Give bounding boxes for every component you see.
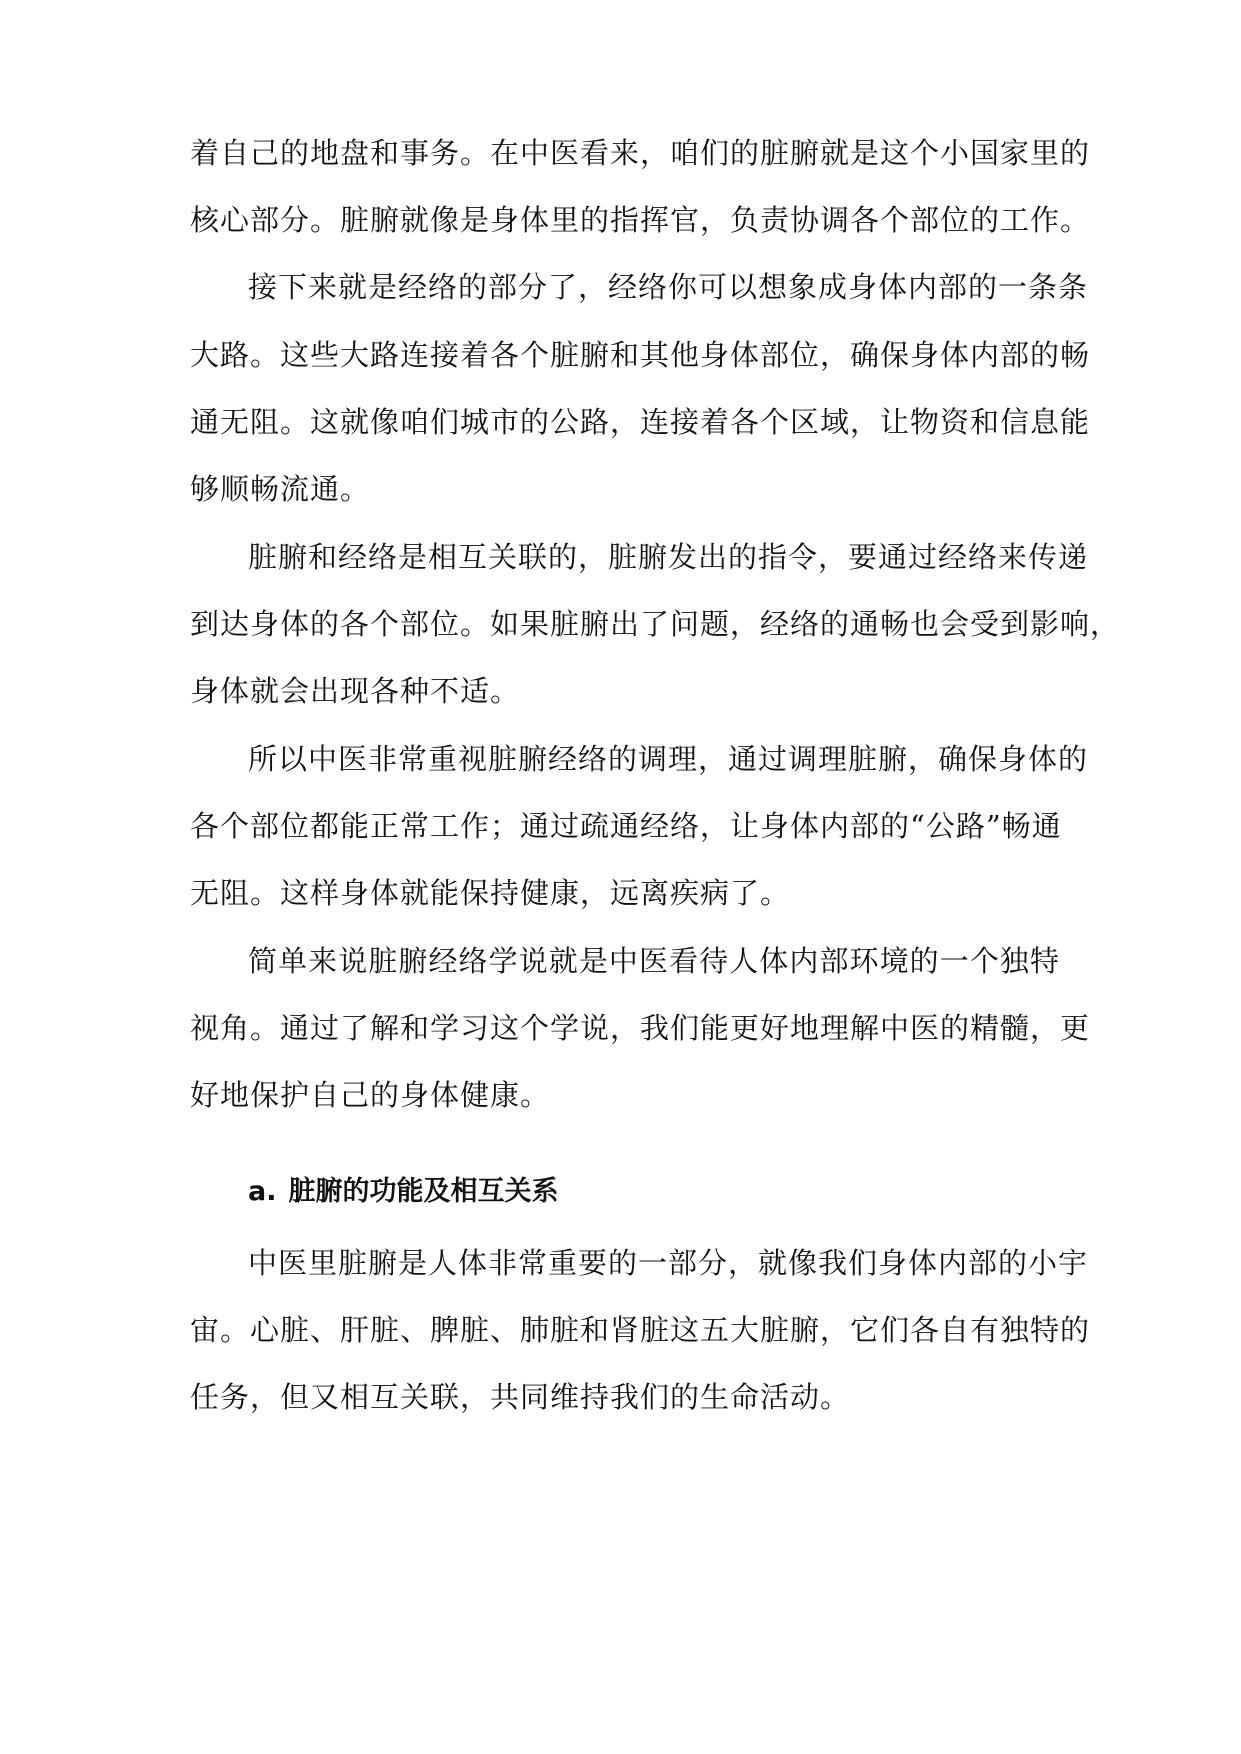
- paragraph-line: 所以中医非常重视脏腑经络的调理，通过调理脏腑，确保身体的: [248, 742, 1089, 776]
- paragraph-line: 着自己的地盘和事务。在中医看来，咱们的脏腑就是这个小国家里的: [190, 136, 1091, 170]
- paragraph-line: 到达身体的各个部位。如果脏腑出了问题，经络的通畅也会受到影响，: [190, 607, 1121, 641]
- paragraph-line: 好地保护自己的身体健康。: [190, 1078, 551, 1112]
- section-heading-text: 脏腑的功能及相互关系: [288, 1176, 559, 1207]
- paragraph-line: 各个部位都能正常工作；通过疏通经络，让身体内部的“公路”畅通: [190, 809, 1062, 843]
- paragraph-line: 大路。这些大路连接着各个脏腑和其他身体部位，确保身体内部的畅: [190, 338, 1091, 372]
- paragraph-line: 无阻。这样身体就能保持健康，远离疾病了。: [190, 876, 791, 910]
- paragraph-line: 接下来就是经络的部分了，经络你可以想象成身体内部的一条条: [248, 270, 1089, 304]
- section-heading-marker: a.: [248, 1176, 277, 1207]
- paragraph-line: 够顺畅流通。: [190, 472, 371, 506]
- paragraph-line: 通无阻。这就像咱们城市的公路，连接着各个区域，让物资和信息能: [190, 405, 1091, 439]
- paragraph-line: 脏腑和经络是相互关联的，脏腑发出的指令，要通过经络来传递: [248, 540, 1089, 574]
- paragraph-line: 视角。通过了解和学习这个学说，我们能更好地理解中医的精髓，更: [190, 1011, 1091, 1045]
- paragraph-line: 身体就会出现各种不适。: [190, 674, 521, 708]
- paragraph-line: 简单来说脏腑经络学说就是中医看待人体内部环境的一个独特: [248, 944, 1060, 978]
- paragraph-line: 中医里脏腑是人体非常重要的一部分，就像我们身体内部的小宇: [248, 1246, 1089, 1280]
- section-heading: [248, 1172, 558, 1212]
- paragraph-line: 宙。心脏、肝脏、脾脏、肺脏和肾脏这五大脏腑，它们各自有独特的: [190, 1313, 1091, 1347]
- paragraph-line: 任务，但又相互关联，共同维持我们的生命活动。: [190, 1380, 851, 1414]
- paragraph-line: 核心部分。脏腑就像是身体里的指挥官，负责协调各个部位的工作。: [190, 203, 1091, 237]
